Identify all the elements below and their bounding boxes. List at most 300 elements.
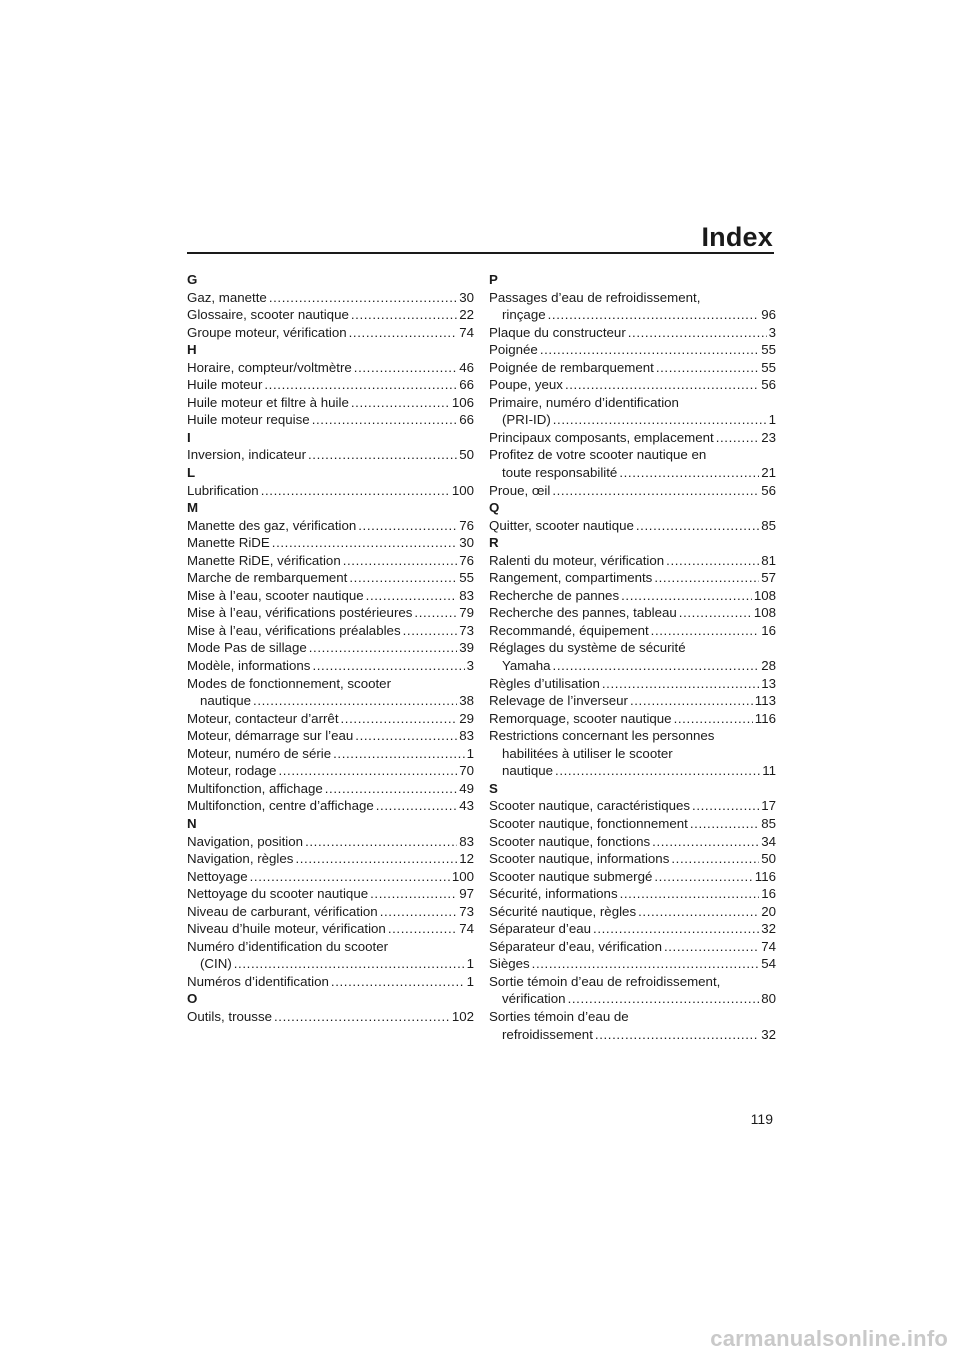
index-entry-line — [489, 727, 776, 745]
index-entry-page: 3 — [466, 658, 474, 674]
index-entry-text: Mise à l’eau, vérifications préalables — [187, 622, 401, 638]
index-entry-page: 1 — [466, 745, 474, 761]
index-entry-text: Proue, œil — [489, 482, 551, 498]
index-entry-line — [489, 324, 776, 342]
index-entry-line — [187, 727, 474, 745]
index-entry — [489, 938, 776, 956]
index-entry-line — [187, 920, 474, 938]
dot-leader — [272, 534, 457, 552]
dot-leader — [654, 569, 759, 587]
index-entry-line — [187, 973, 474, 991]
index-entry-text: Manette RiDE — [187, 535, 270, 551]
index-entry-text: nautique — [502, 763, 554, 779]
index-entry-line — [187, 639, 474, 657]
index-column-right — [489, 271, 776, 1043]
dot-leader — [403, 622, 458, 640]
index-entry — [187, 675, 474, 710]
index-entry-line — [489, 639, 776, 657]
index-entry-page: 1 — [466, 956, 474, 972]
index-entry — [489, 885, 776, 903]
index-entry-text: Groupe moteur, vérification — [187, 324, 347, 340]
index-entry-line — [187, 675, 474, 693]
index-entry-line — [489, 306, 776, 324]
index-entry — [187, 289, 474, 307]
index-entry-line — [187, 411, 474, 429]
index-entry — [187, 885, 474, 903]
index-entry-page: 106 — [451, 394, 474, 410]
index-entry-line — [187, 1008, 474, 1026]
index-entry-page: 74 — [459, 324, 474, 340]
index-entry-text: vérification — [502, 991, 566, 1007]
index-entry — [489, 324, 776, 342]
index-entry-text: Numéro d’identification du scooter — [187, 938, 389, 954]
index-entry-text: Numéros d’identification — [187, 973, 329, 989]
index-entry-text: Sécurité nautique, règles — [489, 903, 637, 919]
index-entry-page: 79 — [459, 605, 474, 621]
index-entry-text: Moteur, contacteur d’arrêt — [187, 710, 339, 726]
index-entry-page: 74 — [761, 938, 776, 954]
dot-leader — [414, 604, 457, 622]
section-letter: L — [187, 465, 196, 481]
index-entry-text: Mode Pas de sillage — [187, 640, 307, 656]
index-entry-page: 73 — [459, 622, 474, 638]
index-entry-text: Outils, trousse — [187, 1008, 272, 1024]
index-entry — [187, 552, 474, 570]
dot-leader — [274, 1008, 450, 1026]
index-entry-line — [489, 587, 776, 605]
index-entry — [489, 692, 776, 710]
index-entry — [489, 973, 776, 1008]
index-entry-line — [489, 552, 776, 570]
index-entry-line — [187, 359, 474, 377]
index-entry-page: 39 — [459, 640, 474, 656]
index-entry — [187, 920, 474, 938]
index-entry-page: 38 — [459, 693, 474, 709]
index-entry — [187, 534, 474, 552]
index-entry — [489, 341, 776, 359]
index-entry — [187, 833, 474, 851]
index-entry-text: Rangement, compartiments — [489, 570, 653, 586]
index-entry — [489, 376, 776, 394]
index-entry-text: Nettoyage du scooter nautique — [187, 886, 369, 902]
dot-leader — [331, 973, 465, 991]
index-entry-text: Scooter nautique, caractéristiques — [489, 798, 691, 814]
section-letter: N — [187, 815, 197, 831]
index-entry-line — [489, 868, 776, 886]
index-entry-page: 32 — [761, 1026, 776, 1042]
index-entry-line — [187, 780, 474, 798]
index-entry-page: 54 — [761, 956, 776, 972]
index-entry-page: 28 — [761, 658, 776, 674]
index-entry-text: Niveau de carburant, vérification — [187, 903, 378, 919]
dot-leader — [652, 833, 759, 851]
dot-leader — [651, 622, 760, 640]
dot-leader — [548, 306, 760, 324]
index-entry-line — [489, 990, 776, 1008]
dot-leader — [654, 868, 752, 886]
index-entry-text: habilitées à utiliser le scooter — [502, 745, 673, 761]
index-entry-line — [489, 850, 776, 868]
index-entry-page: 70 — [459, 763, 474, 779]
index-entry-line — [187, 446, 474, 464]
index-entry — [187, 587, 474, 605]
index-entry-text: Ralenti du moteur, vérification — [489, 552, 665, 568]
index-entry-line — [187, 885, 474, 903]
section-letter: P — [489, 272, 498, 287]
index-entry-line — [489, 710, 776, 728]
index-entry — [489, 429, 776, 447]
index-entry-page: 56 — [761, 377, 776, 393]
index-entry-text: Passages d’eau de refroidissement, — [489, 289, 701, 305]
index-entry-text: Séparateur d’eau, vérification — [489, 938, 662, 954]
index-entry-line — [489, 604, 776, 622]
index-entry-page: 22 — [459, 307, 474, 323]
index-entry — [489, 604, 776, 622]
dot-leader — [638, 903, 759, 921]
index-entry-page: 21 — [761, 465, 776, 481]
index-entry-line — [489, 569, 776, 587]
dot-leader — [261, 482, 450, 500]
index-entry-line — [489, 622, 776, 640]
index-entry — [187, 359, 474, 377]
dot-leader — [351, 306, 457, 324]
index-entry-page: 49 — [459, 780, 474, 796]
index-entry-page: 80 — [761, 991, 776, 1007]
section-letter: Q — [489, 500, 500, 516]
index-entry-line — [489, 446, 776, 464]
dot-leader — [354, 359, 457, 377]
index-entry-line — [489, 815, 776, 833]
index-entry-line — [187, 394, 474, 412]
section-letter: I — [187, 429, 191, 445]
dot-leader — [553, 411, 767, 429]
dot-leader — [666, 552, 759, 570]
index-entry — [187, 780, 474, 798]
index-entry-page: 96 — [761, 307, 776, 323]
index-entry — [489, 903, 776, 921]
index-entry — [489, 359, 776, 377]
index-entry — [187, 938, 474, 973]
dot-leader — [351, 394, 450, 412]
index-entry-line — [187, 692, 474, 710]
index-entry-page: 23 — [761, 429, 776, 445]
index-entry-line — [187, 587, 474, 605]
index-entry-text: Réglages du système de sécurité — [489, 640, 686, 656]
dot-leader — [630, 692, 753, 710]
index-entry — [187, 1008, 474, 1026]
index-entry-line — [187, 534, 474, 552]
index-entry-page: 34 — [761, 833, 776, 849]
index-entry-text: Navigation, règles — [187, 851, 294, 867]
index-entry — [489, 552, 776, 570]
index-entry-text: Sortie témoin d’eau de refroidissement, — [489, 973, 721, 989]
index-entry-text: Mise à l’eau, scooter nautique — [187, 587, 364, 603]
index-entry-line — [489, 394, 776, 412]
index-entry-text: Niveau d’huile moteur, vérification — [187, 921, 386, 937]
index-entry — [187, 324, 474, 342]
index-entry-page: 76 — [459, 552, 474, 568]
index-entry-line — [489, 464, 776, 482]
index-entry — [489, 727, 776, 780]
index-entry-page: 83 — [459, 587, 474, 603]
index-entry-line — [489, 973, 776, 991]
index-entry-line — [489, 289, 776, 307]
index-entry-text: Sièges — [489, 956, 530, 972]
index-entry-text: Relevage de l’inverseur — [489, 693, 628, 709]
index-entry-line — [187, 938, 474, 956]
dot-leader — [593, 920, 759, 938]
index-entry-text: toute responsabilité — [502, 465, 618, 481]
index-entry-page: 66 — [459, 377, 474, 393]
index-entry — [187, 745, 474, 763]
index-entry-text: Lubrification — [187, 482, 259, 498]
dot-leader — [690, 815, 759, 833]
dot-leader — [553, 657, 760, 675]
dot-leader — [619, 464, 759, 482]
index-entry — [489, 1008, 776, 1043]
dot-leader — [234, 955, 465, 973]
index-entry — [489, 797, 776, 815]
index-entry-text: Sécurité, informations — [489, 886, 618, 902]
index-entry-line — [489, 429, 776, 447]
index-entry-line — [187, 622, 474, 640]
index-entry-page: 57 — [761, 570, 776, 586]
dot-leader — [305, 833, 457, 851]
section-letter: M — [187, 500, 199, 516]
index-entry-text: Poignée de rembarquement — [489, 359, 654, 375]
index-entry-page: 100 — [451, 482, 474, 498]
dot-leader — [692, 797, 759, 815]
index-entry-line — [489, 762, 776, 780]
section-letter: S — [489, 780, 498, 796]
index-entry-text: (CIN) — [200, 956, 232, 972]
dot-leader — [308, 446, 457, 464]
index-entry — [187, 727, 474, 745]
section-letter: H — [187, 342, 197, 358]
index-entry-page: 85 — [761, 517, 776, 533]
index-entry-page: 116 — [754, 868, 776, 884]
index-entry-page: 1 — [466, 973, 474, 989]
index-entry — [187, 657, 474, 675]
index-entry-text: rinçage — [502, 307, 546, 323]
dot-leader — [565, 376, 759, 394]
dot-leader — [388, 920, 457, 938]
dot-leader — [620, 885, 760, 903]
index-entry — [489, 955, 776, 973]
index-entry — [187, 850, 474, 868]
index-entry-line — [187, 745, 474, 763]
index-entry-page: 97 — [459, 886, 474, 902]
index-entry-line — [489, 938, 776, 956]
index-entry-text: Modèle, informations — [187, 658, 311, 674]
index-entry-text: Gaz, manette — [187, 289, 267, 305]
index-entry-page: 55 — [459, 570, 474, 586]
dot-leader — [358, 517, 457, 535]
index-entry-text: Poignée — [489, 342, 538, 358]
index-entry — [489, 394, 776, 429]
index-entry — [187, 639, 474, 657]
index-entry-page: 11 — [762, 763, 776, 779]
index-entry-page: 32 — [761, 921, 776, 937]
index-entry-page: 50 — [761, 851, 776, 867]
index-entry — [187, 306, 474, 324]
index-entry-page: 100 — [451, 868, 474, 884]
index-entry-text: Moteur, numéro de série — [187, 745, 332, 761]
index-entry-text: Moteur, rodage — [187, 763, 277, 779]
index-entry — [187, 569, 474, 587]
index-entry-line — [187, 289, 474, 307]
dot-leader — [671, 850, 759, 868]
dot-leader — [595, 1026, 759, 1044]
dot-leader — [269, 289, 457, 307]
index-entry-line — [489, 411, 776, 429]
index-entry-text: Manette des gaz, vérification — [187, 517, 357, 533]
index-entry-page: 13 — [761, 675, 776, 691]
index-entry-text: Horaire, compteur/voltmètre — [187, 359, 352, 375]
index-entry — [489, 289, 776, 324]
index-entry-line — [489, 517, 776, 535]
index-entry-page: 16 — [761, 622, 776, 638]
index-entry-text: Remorquage, scooter nautique — [489, 710, 672, 726]
index-entry-text: nautique — [200, 693, 252, 709]
dot-leader — [366, 587, 458, 605]
index-entry-page: 102 — [451, 1008, 474, 1024]
index-entry — [187, 868, 474, 886]
dot-leader — [370, 885, 457, 903]
index-entry — [489, 569, 776, 587]
index-entry-line — [489, 797, 776, 815]
dot-leader — [312, 411, 458, 429]
index-entry-text: Marche de rembarquement — [187, 570, 348, 586]
index-entry-page: 50 — [459, 447, 474, 463]
section-letter: O — [187, 991, 198, 1007]
dot-leader — [679, 604, 752, 622]
index-entry-text: refroidissement — [502, 1026, 593, 1042]
index-entry-text: (PRI-ID) — [502, 412, 551, 428]
index-entry — [187, 604, 474, 622]
index-entry-text: Scooter nautique, informations — [489, 851, 670, 867]
index-entry-page: 30 — [459, 289, 474, 305]
dot-leader — [295, 850, 457, 868]
index-entry-page: 55 — [761, 342, 776, 358]
index-entry-line — [489, 341, 776, 359]
dot-leader — [674, 710, 753, 728]
index-entry-line — [489, 675, 776, 693]
index-entry-text: Profitez de votre scooter nautique en — [489, 447, 707, 463]
index-entry — [187, 622, 474, 640]
index-entry — [187, 797, 474, 815]
dot-leader — [602, 675, 759, 693]
index-entry — [489, 815, 776, 833]
index-entry — [489, 868, 776, 886]
index-entry — [187, 710, 474, 728]
dot-leader — [355, 727, 457, 745]
index-entry-page: 17 — [761, 798, 776, 814]
index-entry-page: 3 — [768, 324, 776, 340]
index-entry-text: Modes de fonctionnement, scooter — [187, 675, 392, 691]
dot-leader — [341, 710, 458, 728]
dot-leader — [325, 780, 457, 798]
index-entry-line — [489, 359, 776, 377]
index-entry — [187, 903, 474, 921]
index-entry — [489, 639, 776, 674]
index-entry-page: 81 — [761, 552, 776, 568]
index-entry-text: Huile moteur et filtre à huile — [187, 394, 349, 410]
index-entry-line — [187, 850, 474, 868]
dot-leader — [264, 376, 457, 394]
section-letter: R — [489, 535, 499, 551]
index-entry — [489, 710, 776, 728]
index-entry-page: 30 — [459, 535, 474, 551]
index-entry-line — [187, 324, 474, 342]
index-entry-line — [187, 955, 474, 973]
index-entry — [187, 446, 474, 464]
index-entry-line — [489, 657, 776, 675]
index-entry-line — [187, 482, 474, 500]
index-entry-page: 66 — [459, 412, 474, 428]
index-entry-text: Quitter, scooter nautique — [489, 517, 634, 533]
index-entry-text: Scooter nautique, fonctions — [489, 833, 651, 849]
index-entry-line — [187, 604, 474, 622]
index-entry-text: Recherche des pannes, tableau — [489, 605, 677, 621]
dot-leader — [656, 359, 759, 377]
index-entry-text: Nettoyage — [187, 868, 248, 884]
index-entry-text: Yamaha — [502, 658, 551, 674]
dot-leader — [621, 587, 752, 605]
index-entry-text: Scooter nautique, fonctionnement — [489, 815, 688, 831]
index-entry-text: Principaux composants, emplacement — [489, 429, 714, 445]
index-entry-page: 83 — [459, 833, 474, 849]
index-entry — [187, 376, 474, 394]
index-entry-line — [187, 710, 474, 728]
index-column-left — [187, 271, 474, 1026]
index-entry-line — [489, 920, 776, 938]
index-entry — [187, 517, 474, 535]
index-entry-text: Multifonction, centre d’affichage — [187, 798, 374, 814]
section-letter: G — [187, 272, 198, 287]
dot-leader — [253, 692, 457, 710]
index-entry-line — [489, 376, 776, 394]
index-entry-page: 29 — [459, 710, 474, 726]
index-entry-text: Huile moteur requise — [187, 412, 310, 428]
index-entry-line — [187, 306, 474, 324]
page-number: 119 — [750, 1111, 773, 1127]
index-entry-page: 74 — [459, 921, 474, 937]
index-entry-text: Moteur, démarrage sur l’eau — [187, 728, 354, 744]
index-entry-line — [489, 482, 776, 500]
index-entry-text: Poupe, yeux — [489, 377, 563, 393]
dot-leader — [555, 762, 760, 780]
index-entry-text: Inversion, indicateur — [187, 447, 306, 463]
index-entry — [187, 394, 474, 412]
dot-leader — [250, 868, 450, 886]
index-entry-page: 113 — [754, 693, 776, 709]
index-entry-page: 73 — [459, 903, 474, 919]
dot-leader — [309, 639, 457, 657]
dot-leader — [333, 745, 464, 763]
index-entry-page: 108 — [753, 587, 776, 603]
index-entry-text: Plaque du constructeur — [489, 324, 626, 340]
index-entry-line — [187, 376, 474, 394]
index-entry-line — [187, 517, 474, 535]
index-entry-text: Règles d’utilisation — [489, 675, 600, 691]
dot-leader — [540, 341, 759, 359]
index-entry — [489, 850, 776, 868]
dot-leader — [716, 429, 760, 447]
dot-leader — [568, 990, 760, 1008]
dot-leader — [664, 938, 759, 956]
index-entry — [187, 411, 474, 429]
